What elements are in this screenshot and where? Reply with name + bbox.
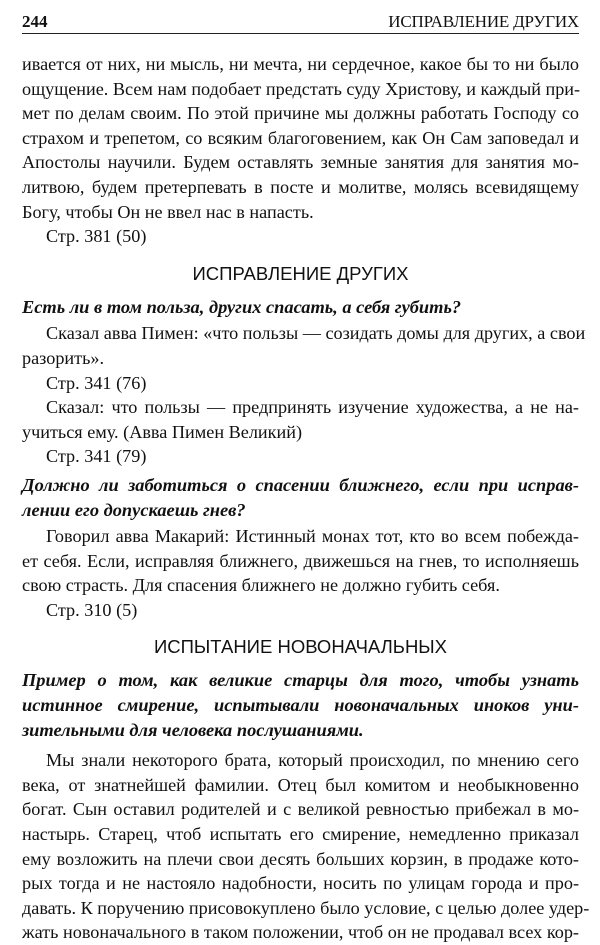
text-line: свою страсть. Для спасения ближнего не должно губить себя.: [22, 575, 500, 596]
section-heading: ИСПРАВЛЕНИЕ ДРУГИХ: [192, 262, 409, 284]
text-line: века, от знатнейшей фамилии. Отец был комитом и необыкновенно: [22, 774, 579, 795]
text-line: лении его допускаешь гнев?: [22, 499, 246, 520]
text-line: страхом и трепетом, со всяким благоговением, как Он Сам заповедал и: [22, 127, 579, 148]
text-line: давать. К поручению присовокуплено было условие, с целью долее удер-: [22, 897, 590, 918]
text-line: Богу, чтобы Он не ввел нас в напасть.: [22, 201, 314, 222]
running-title: ИСПРАВЛЕНИЕ ДРУГИХ: [388, 12, 579, 31]
page-body: [22, 52, 590, 945]
text-line: учиться ему. (Авва Пимен Великий): [22, 421, 302, 442]
section-heading: ИСПЫТАНИЕ НОВОНАЧАЛЬНЫХ: [153, 636, 448, 658]
text-line: Сказал авва Пимен: «что пользы — созидать домы для других, а свои: [46, 323, 586, 344]
text-line: Апостолы научили. Будем оставлять земные занятия для занятия мо-: [22, 152, 579, 173]
text-line: Пример о том, как великие старцы для того, чтобы узнать: [22, 670, 579, 691]
text-line: Есть ли в том польза, других спасать, а себя губить?: [22, 296, 462, 317]
source-reference: Стр. 310 (5): [46, 599, 138, 620]
saying-paragraph: [22, 395, 579, 444]
intro-paragraph: [22, 52, 579, 224]
running-header: [22, 10, 579, 34]
text-line: мет по делам своим. По этой причине мы должны работать Господу со: [22, 103, 579, 124]
text-line: ивается от них, ни мысль, ни мечта, ни сердечное, какое бы то ни было: [22, 54, 579, 74]
question-heading: [22, 295, 579, 320]
saying-paragraph: [22, 524, 579, 598]
text-line: зительными для человека послушаниями.: [22, 719, 364, 740]
text-line: ощущение. Всем нам подобает предстать суду Христову, и каждый при-: [22, 78, 581, 99]
text-line: Должно ли заботиться о спасении ближнего, если при исправ-: [22, 474, 579, 495]
text-line: жать новоначального в таком положении, чтоб он не продавал всех кор-: [22, 922, 579, 943]
text-line: разорить».: [22, 347, 105, 368]
text-line: ет себя. Если, исправляя ближнего, движешься на гнев, то исполняешь: [22, 550, 579, 571]
question-heading: [22, 668, 579, 742]
question-heading: [22, 473, 579, 522]
text-line: литвою, будем претерпевать в посте и молитве, молясь всевидящему: [22, 176, 579, 197]
story-paragraph: [22, 748, 590, 945]
text-line: настырь. Старец, чтоб испытать его смирение, немедленно приказал: [22, 824, 579, 845]
source-reference: Стр. 341 (76): [46, 372, 147, 393]
text-line: Говорил авва Макарий: Истинный монах тот, кто во всем побежда-: [46, 526, 579, 547]
text-line: Мы знали некоторого брата, который происходил, по мнению сего: [46, 750, 579, 771]
source-reference: Стр. 381 (50): [46, 226, 147, 247]
source-reference: Стр. 341 (79): [46, 446, 147, 467]
text-line: истинное смирение, испытывали новоначальных иноков уни-: [22, 695, 579, 716]
page-number: 244: [22, 12, 48, 31]
text-line: рых тогда и не настояло надобности, носить по улицам города и про-: [22, 873, 579, 894]
text-line: ему возложить на плечи свои десять больших корзин, в продаже кото-: [22, 848, 579, 869]
saying-paragraph: [22, 321, 586, 370]
text-line: богат. Сын оставил родителей и с великой ревностью прибежал в мо-: [22, 799, 579, 820]
text-line: Сказал: что пользы — предпринять изучение художества, а не на-: [46, 397, 579, 418]
